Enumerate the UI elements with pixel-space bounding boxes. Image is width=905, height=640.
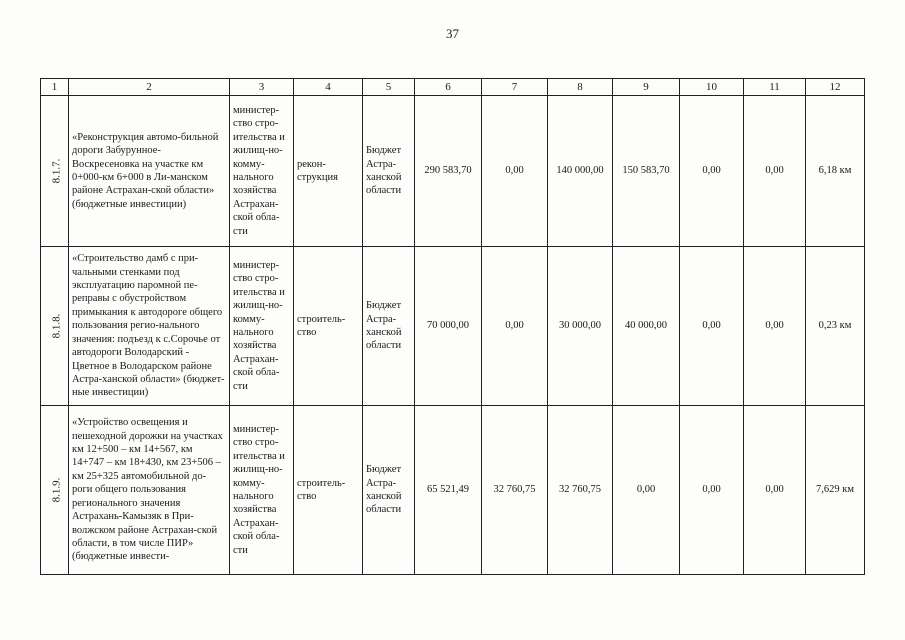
value-cell: 70 000,00 xyxy=(415,247,482,406)
value-cell: 0,00 xyxy=(744,247,806,406)
row-number: 8.1.7. xyxy=(50,158,63,184)
work-type-cell: строитель-ство xyxy=(294,247,363,406)
row-number-cell xyxy=(41,247,69,406)
header-cell: 1 xyxy=(41,79,69,96)
row-number-cell xyxy=(41,406,69,575)
project-name-cell: «Реконструкция автомо-бильной дороги Забурунное-Воскресеновка на участке км 0+000-км 6+000 в Ли-манском районе Астрахан-ской области» (бюджетные инвестиции) xyxy=(69,96,230,247)
row-number: 8.1.9. xyxy=(50,477,63,503)
value-cell: 0,00 xyxy=(744,406,806,575)
header-cell: 6 xyxy=(415,79,482,96)
header-cell: 10 xyxy=(680,79,744,96)
length-cell: 6,18 км xyxy=(806,96,865,247)
value-cell: 290 583,70 xyxy=(415,96,482,247)
work-type-cell: строитель-ство xyxy=(294,406,363,575)
value-cell: 0,00 xyxy=(613,406,680,575)
value-cell: 0,00 xyxy=(680,96,744,247)
value-cell: 40 000,00 xyxy=(613,247,680,406)
ministry-cell: министер-ство стро-ительства и жилищ-но-комму-нального хозяйства Астрахан-ской обла-сти xyxy=(230,247,294,406)
project-name-cell: «Устройство освещения и пешеходной дорожки на участках км 12+500 – км 14+567, км 14+747 – км 18+430, км 23+506 – км 25+325 автомобильной до-роги общего пользования регионального значения Астрахань-Камызяк в При-волжском районе Астрахан-ской области, в том числе ПИР» (бюджетные инвести- xyxy=(69,406,230,575)
value-cell: 0,00 xyxy=(482,247,548,406)
header-cell: 7 xyxy=(482,79,548,96)
value-cell: 0,00 xyxy=(744,96,806,247)
project-name-cell: «Строительство дамб с при-чальными стенками под эксплуатацию паромной пе-реправы с обустройством примыкания к автодороге общего пользования регио-нального значения: подъезд к с.Сорочье от автодороги Володарский - Цветное в Володарском районе Астра-ханской области» (бюджет-ные инвестиции) xyxy=(69,247,230,406)
row-number-cell xyxy=(41,96,69,247)
value-cell: 30 000,00 xyxy=(548,247,613,406)
header-cell: 4 xyxy=(294,79,363,96)
table-row xyxy=(41,406,865,575)
length-cell: 0,23 км xyxy=(806,247,865,406)
value-cell: 150 583,70 xyxy=(613,96,680,247)
investment-table xyxy=(40,78,865,575)
value-cell: 0,00 xyxy=(680,247,744,406)
funding-source-cell: Бюджет Астра-ханской области xyxy=(363,406,415,575)
value-cell: 65 521,49 xyxy=(415,406,482,575)
header-cell: 2 xyxy=(69,79,230,96)
length-cell: 7,629 км xyxy=(806,406,865,575)
ministry-cell: министер-ство стро-ительства и жилищ-но-комму-нального хозяйства Астрахан-ской обла-сти xyxy=(230,96,294,247)
table-row xyxy=(41,247,865,406)
table-row xyxy=(41,96,865,247)
page-number: 37 xyxy=(446,26,459,41)
header-cell: 11 xyxy=(744,79,806,96)
funding-source-cell: Бюджет Астра-ханской области xyxy=(363,247,415,406)
funding-source-cell: Бюджет Астра-ханской области xyxy=(363,96,415,247)
work-type-cell: рекон-струкция xyxy=(294,96,363,247)
value-cell: 32 760,75 xyxy=(548,406,613,575)
row-number: 8.1.8. xyxy=(50,313,63,339)
value-cell: 0,00 xyxy=(680,406,744,575)
header-cell: 3 xyxy=(230,79,294,96)
header-cell: 5 xyxy=(363,79,415,96)
ministry-cell: министер-ство стро-ительства и жилищ-но-комму-нального хозяйства Астрахан-ской обла-сти xyxy=(230,406,294,575)
header-cell: 8 xyxy=(548,79,613,96)
value-cell: 140 000,00 xyxy=(548,96,613,247)
value-cell: 0,00 xyxy=(482,96,548,247)
header-cell: 12 xyxy=(806,79,865,96)
header-row xyxy=(41,79,865,96)
value-cell: 32 760,75 xyxy=(482,406,548,575)
header-cell: 9 xyxy=(613,79,680,96)
